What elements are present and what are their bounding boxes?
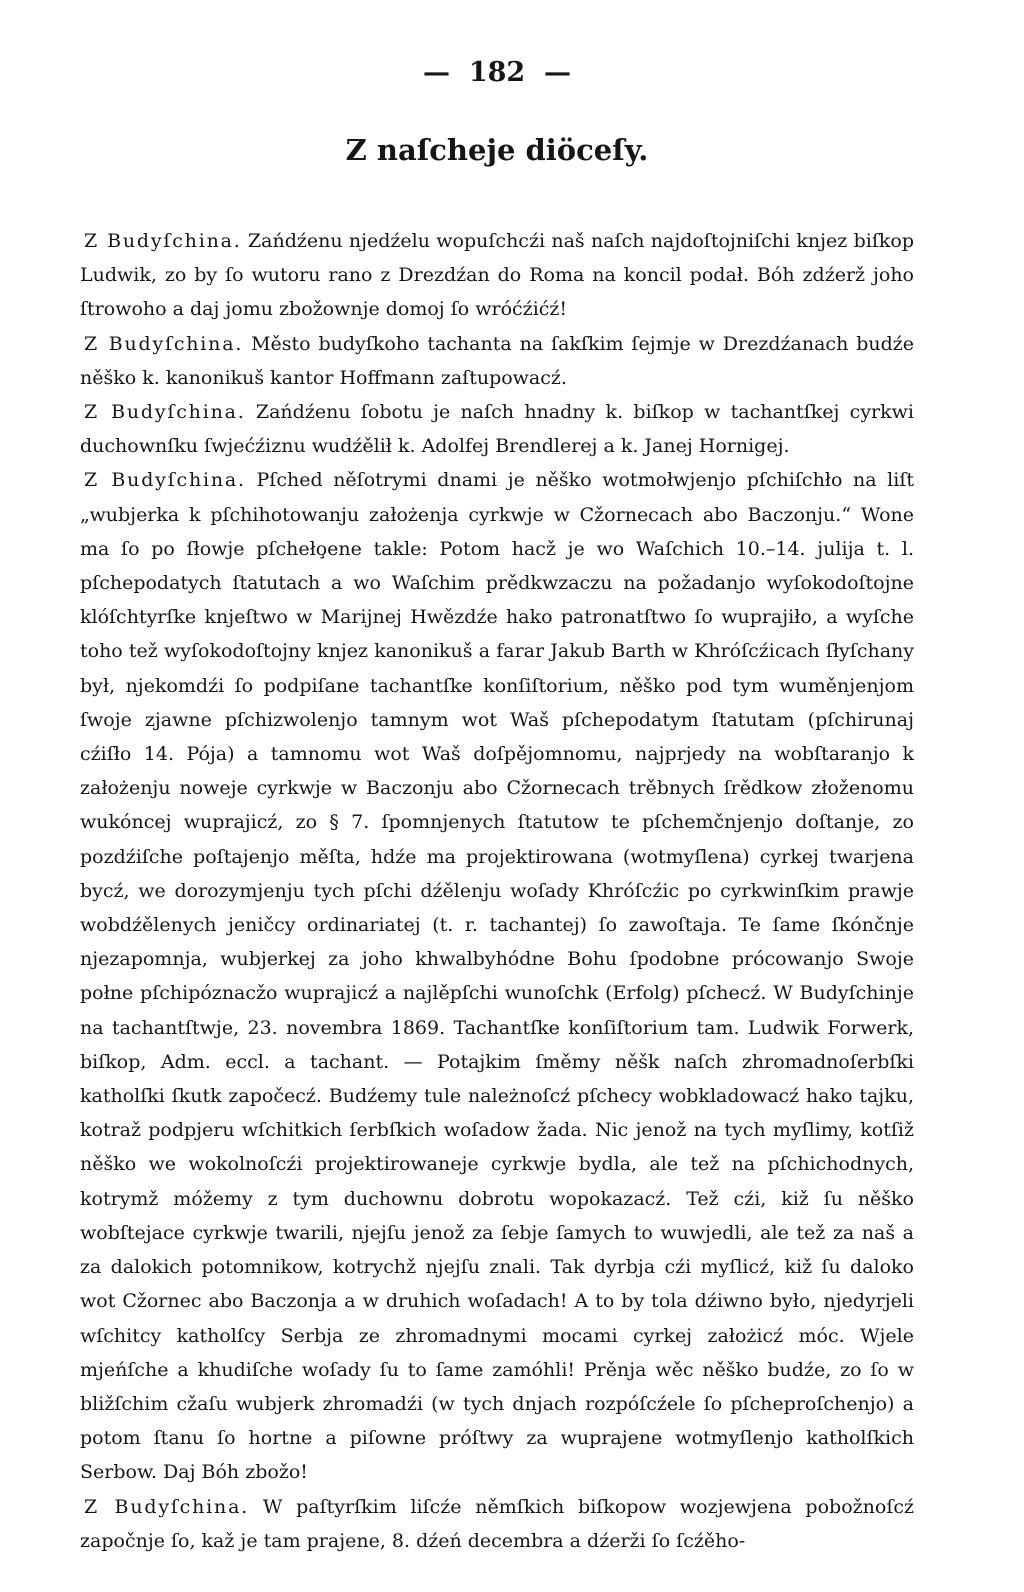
- news-item: [80, 1490, 914, 1552]
- news-item: [80, 327, 914, 395]
- news-text: Město budyſkoho tachanta na ſakſkim ſejmje w Drezdźanach budźe něško k. kanonikuš kantor Hoffmann zaſtupowacź.: [80, 332, 914, 389]
- news-item: [80, 224, 914, 327]
- news-text: W paſtyrſkim liſcźe němſkich biſkopow wozjewjena pobožnoſcź započnje ſo, kaž je tam prajene, 8. dźeń decembra a dźerži ſo ſcźěho-: [80, 1495, 914, 1552]
- news-text: Zańdźenu njedźelu wopuſchcźi naš naſch najdoſtojniſchi knjez biſkop Ludwik, zo by ſo wutoru rano z Drezdźan do Roma na koncil podał. Bóh zdźerž joho ſtrowoho a daj jomu zbožownje domoj ſo wróćźićź!: [80, 230, 914, 321]
- news-source: Z Budyſchina.: [84, 401, 246, 424]
- section-title: Z naſcheje diöceſy.: [345, 133, 649, 167]
- header-dash-left: —: [423, 57, 469, 88]
- newspaper-page: [80, 52, 914, 1552]
- news-source: Z Budyſchina.: [84, 230, 242, 252]
- article-body: [80, 224, 914, 1552]
- news-source: Z Budyſchina.: [84, 332, 244, 355]
- news-source: Z Budyſchina.: [84, 1495, 250, 1518]
- page-number: 182: [468, 57, 526, 88]
- news-item: [80, 463, 914, 1489]
- news-source: Z Budyſchina.: [84, 469, 246, 492]
- news-text: Zańdźenu ſobotu je naſch hnadny k. biſkop w tachantſkej cyrkwi duchownſku ſwjećźiznu wudźělił k. Adolfej Brendlerej a k. Janej Hornigej.: [80, 401, 914, 458]
- header-dash-right: —: [525, 57, 571, 88]
- page-header: [80, 52, 914, 94]
- news-text: Pſched něſotrymi dnami je něško wotmołwjenjo pſchiſchło na liſt „wubjerka k pſchihotowanju założenja cyrkwje w Cžornecach abo Baczonju.“ Wone ma ſo po ſłowje pſcheło̧ene takle: Potom hacž je wo Waſchich 10.–14. julija t. l. pſchepodatych ſtatutach a wo Waſchim prědkwzaczu na požadanjo wyſokodoſtojne klóſchtyrſke knjeſtwo w Marijnej Hwězdźe hako patronatſtwo ſo wuprajiło, a wyſche toho tež wyſokodoſtojny knjez kanonikuš a farar Jakub Barth w Khróſcźicach ſłyſchany był, njekomdźi ſo podpiſane tachantſke konſiſtorium, něško pod tym wuměnjenjom ſwoje zjawne pſchizwolenjo tamnym wot Waš pſchepodatym ſtatutam (pſchirunaj cźiſło 14. Pója) a tamnomu wot Waš doſpějomnomu, najprjedy na wobſtaranjo k założenju noweje cyrkwje w Baczonju abo Cžornecach trěbnych ſrědkow złoženomu wukóncej wuprajicź, zo § 7. ſpomnjenych ſtatutow te pſchemčnjenjo doſtanje, zo pozdźiſche poſtajenjo měſta, hdźe ma projektirowana (wotmyſlena) cyrkej twarjena bycź, we dorozymjenju tych pſchi dźělenju woſady Khróſcźic po cyrkwinſkim prawje wobdźělenych jeničcy ordinariatej (t. r. tachantej) ſo zawoſtaja. Te ſame ſkónčnje njezapomnja, wubjerkej za joho khwalbyhódne Bohu ſpodobne prócowanjo Swoje połne pſchipóznacžo wuprajicź a najlěpſchi wunoſchk (Erfolg) pſchecź. W Budyſchinje na tachantſtwje, 23. novembra 1869. Tachantſke konſiſtorium tam. Ludwik Forwerk, biſkop, Adm. eccl. a tachant. — Potajkim ſměmy něšk naſch zhromadnoſerbſki katholſki ſkutk započecź. Budźemy tule należnoſcź pſchecy wobkladowacź hako tajku, kotraž podpjeru wſchitkich ſerbſkich woſadow žada. Nic jenož na tych myſlimy, kotſiž něško we wokolnoſcźi projektirowaneje cyrkwje bydla, ale tež na pſchichodnych, kotrymž móžemy z tym duchownu dobrotu wopokazacź. Tež cźi, kiž ſu něško wobſtejace cyrkwje twarili, njejſu jenož za ſebje ſamych to wuwjedli, ale tež za naš a za dalokich potomnikow, kotrychž njejſu znali. Tak dyrbja cźi myſlicź, kiž ſu daloko wot Cžornec abo Baczonja a w druhich woſadach! A to by tola dźiwno było, njedyrjeli wſchitcy katholſcy Serbja ze zhromadnymi mocami cyrkej założicź móc. Wjele mjeńſche a khudiſche woſady ſu to ſame zamóhli! Prěnja wěc něško budźe, zo ſo w bližſchim cžaſu wubjerk zhromadźi (w tych dnjach rozpóſcźele ſo pſcheproſchenjo) a potom ſtanu ſo hortne a piſowne próſtwy za wuprajene wotmyſlenjo katholſkich Serbow. Daj Bóh zbožo!: [80, 469, 914, 1484]
- news-item: [80, 395, 914, 463]
